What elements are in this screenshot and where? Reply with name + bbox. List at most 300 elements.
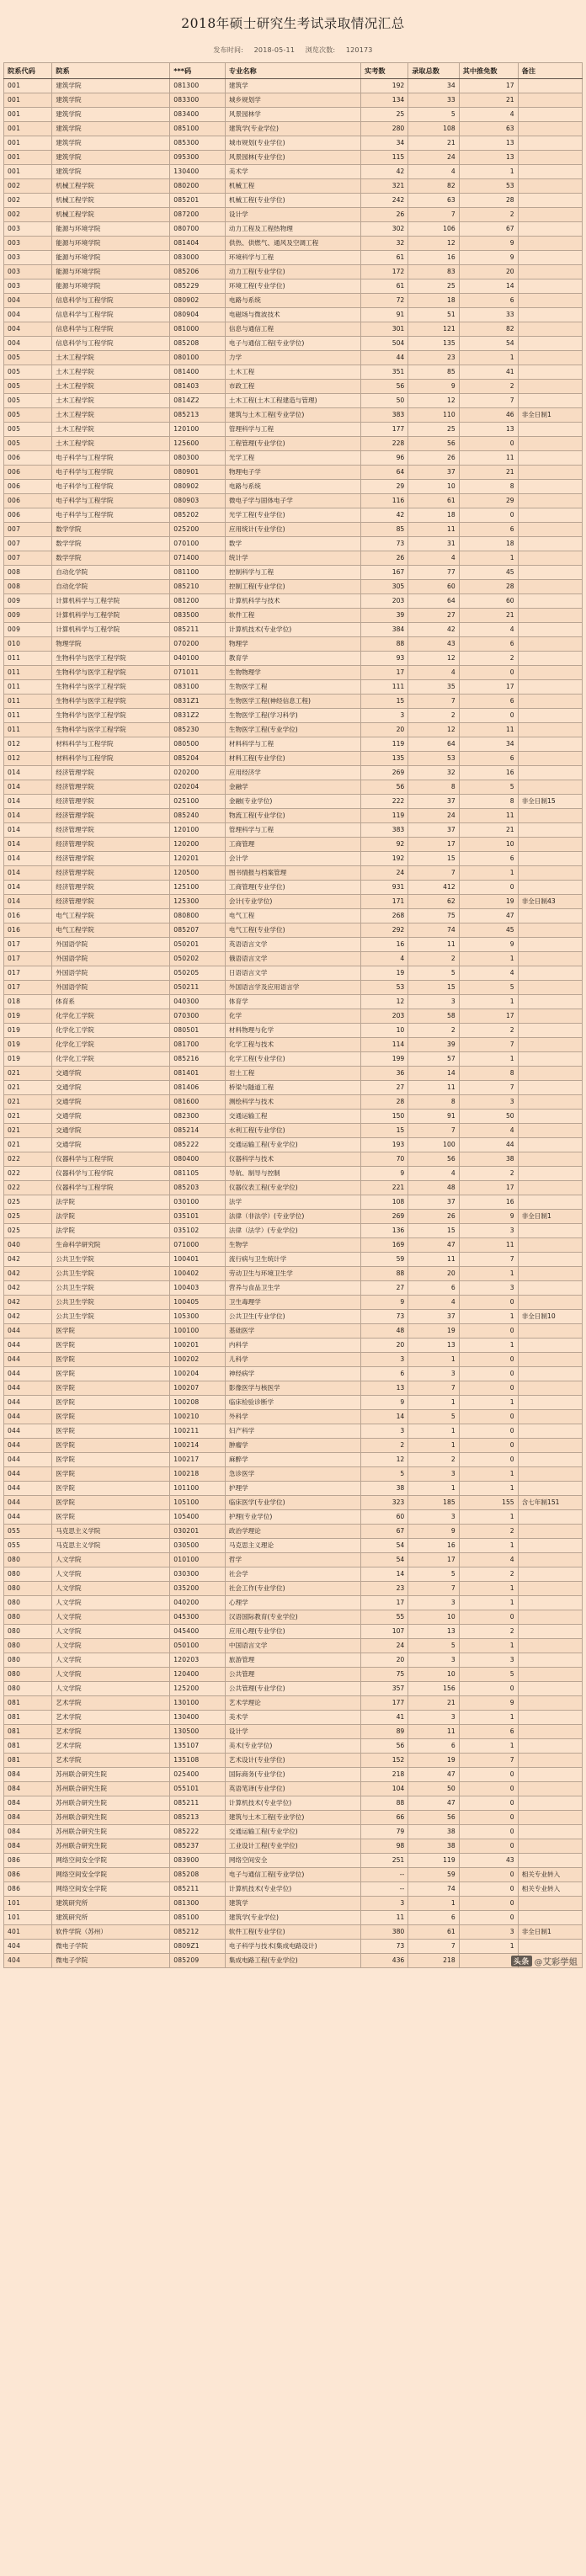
cell-major-code: 120500 (170, 866, 226, 881)
cell-major-code: 130400 (170, 1711, 226, 1725)
cell-admit-total: 14 (408, 1067, 459, 1081)
table-row (4, 737, 583, 752)
cell-exam-count: 70 (361, 1152, 408, 1167)
watermark-badge: 头条 (511, 1956, 532, 1967)
cell-admit-total: 77 (408, 566, 459, 580)
cell-note (518, 1253, 582, 1267)
cell-admit-total: 64 (408, 737, 459, 752)
cell-exam-count: 75 (361, 1668, 408, 1682)
cell-dept: 物理学院 (52, 637, 170, 652)
cell-recommend: 0 (459, 1839, 518, 1854)
cell-note (518, 838, 582, 852)
cell-note (518, 881, 582, 895)
cell-admit-total: 12 (408, 237, 459, 251)
cell-recommend: 21 (459, 466, 518, 480)
cell-dept-code: 040 (4, 1238, 52, 1253)
cell-major-name: 动力工程(专业学位) (225, 265, 360, 279)
cell-dept-code: 002 (4, 208, 52, 222)
cell-exam-count: 302 (361, 222, 408, 237)
cell-dept: 微电子学院 (52, 1954, 170, 1968)
cell-recommend: 0 (459, 1353, 518, 1367)
cell-dept: 马克思主义学院 (52, 1525, 170, 1539)
cell-admit-total: 412 (408, 881, 459, 895)
cell-recommend: 0 (459, 1610, 518, 1625)
cell-admit-total: 17 (408, 838, 459, 852)
table-row (4, 508, 583, 523)
cell-major-code: 085208 (170, 1868, 226, 1882)
cell-dept: 交通学院 (52, 1110, 170, 1124)
cell-exam-count: 91 (361, 308, 408, 322)
cell-exam-count: 11 (361, 1911, 408, 1925)
table-row (4, 1238, 583, 1253)
cell-exam-count: 56 (361, 1739, 408, 1754)
cell-dept-code: 086 (4, 1854, 52, 1868)
cell-dept-code: 018 (4, 995, 52, 1009)
cell-major-name: 桥梁与隧道工程 (225, 1081, 360, 1095)
cell-dept: 医学院 (52, 1381, 170, 1396)
cell-major-code: 130400 (170, 165, 226, 179)
views-count: 120173 (345, 46, 373, 54)
cell-admit-total: 47 (408, 1238, 459, 1253)
cell-dept: 建筑研究所 (52, 1897, 170, 1911)
cell-note (518, 1009, 582, 1024)
table-row (4, 1224, 583, 1238)
cell-recommend: 29 (459, 494, 518, 508)
cell-admit-total: 1 (408, 1396, 459, 1410)
cell-recommend: 8 (459, 480, 518, 494)
cell-major-code: 085213 (170, 408, 226, 423)
table-row (4, 766, 583, 780)
cell-exam-count: 269 (361, 1210, 408, 1224)
cell-exam-count: 61 (361, 279, 408, 294)
cell-major-name: 信息与通信工程 (225, 322, 360, 337)
cell-dept: 电子科学与工程学院 (52, 508, 170, 523)
cell-dept: 法学院 (52, 1195, 170, 1210)
cell-note (518, 1038, 582, 1052)
cell-recommend: 4 (459, 1553, 518, 1567)
cell-major-name: 影像医学与核医学 (225, 1381, 360, 1396)
cell-major-code: 085211 (170, 1882, 226, 1897)
cell-dept-code: 044 (4, 1381, 52, 1396)
cell-note: 非全日制1 (518, 1925, 582, 1940)
cell-recommend: 0 (459, 709, 518, 723)
cell-dept: 化学化工学院 (52, 1038, 170, 1052)
cell-dept-code: 044 (4, 1482, 52, 1496)
cell-major-code: 081400 (170, 365, 226, 380)
cell-major-name: 材料物理与化学 (225, 1024, 360, 1038)
table-row (4, 1410, 583, 1424)
cell-major-name: 电子与通信工程(专业学位) (225, 1868, 360, 1882)
cell-note (518, 380, 582, 394)
cell-dept: 计算机科学与工程学院 (52, 609, 170, 623)
cell-dept-code: 080 (4, 1567, 52, 1582)
cell-dept: 医学院 (52, 1453, 170, 1467)
cell-major-code: 0831Z1 (170, 695, 226, 709)
cell-major-name: 材料工程(专业学位) (225, 752, 360, 766)
table-row (4, 279, 583, 294)
cell-note (518, 466, 582, 480)
cell-exam-count: 56 (361, 780, 408, 795)
cell-dept-code: 019 (4, 1038, 52, 1052)
cell-major-name: 建筑学(专业学位) (225, 1911, 360, 1925)
cell-recommend: 0 (459, 1381, 518, 1396)
cell-major-name: 测绘科学与技术 (225, 1095, 360, 1110)
cell-major-code: 0831Z2 (170, 709, 226, 723)
cell-exam-count: 24 (361, 1639, 408, 1653)
cell-major-name: 动力工程及工程热物理 (225, 222, 360, 237)
cell-admit-total: 25 (408, 279, 459, 294)
cell-admit-total: 37 (408, 823, 459, 838)
table-row (4, 237, 583, 251)
cell-recommend: 67 (459, 222, 518, 237)
cell-note (518, 1510, 582, 1525)
cell-recommend: 7 (459, 1081, 518, 1095)
cell-dept: 外国语学院 (52, 952, 170, 966)
cell-dept: 医学院 (52, 1439, 170, 1453)
cell-note (518, 1782, 582, 1796)
cell-major-code: 085208 (170, 337, 226, 351)
cell-dept: 能源与环境学院 (52, 237, 170, 251)
cell-note (518, 337, 582, 351)
cell-dept-code: 003 (4, 222, 52, 237)
cell-dept: 医学院 (52, 1467, 170, 1482)
cell-admit-total: 5 (408, 966, 459, 981)
table-row (4, 251, 583, 265)
cell-admit-total: 83 (408, 265, 459, 279)
cell-recommend: 6 (459, 637, 518, 652)
cell-admit-total: 39 (408, 1038, 459, 1052)
cell-major-name: 公共管理 (225, 1668, 360, 1682)
cell-exam-count: 199 (361, 1052, 408, 1067)
cell-major-code: 100208 (170, 1396, 226, 1410)
cell-dept-code: 011 (4, 652, 52, 666)
cell-major-code: 055101 (170, 1782, 226, 1796)
cell-major-name: 艺术设计(专业学位) (225, 1754, 360, 1768)
cell-recommend: 3 (459, 1095, 518, 1110)
cell-dept-code: 003 (4, 265, 52, 279)
cell-dept: 体育系 (52, 995, 170, 1009)
cell-dept-code: 044 (4, 1367, 52, 1381)
cell-dept: 信息科学与工程学院 (52, 322, 170, 337)
cell-recommend: 0 (459, 1439, 518, 1453)
table-row (4, 1339, 583, 1353)
cell-dept-code: 081 (4, 1696, 52, 1711)
cell-dept-code: 009 (4, 623, 52, 637)
cell-admit-total: 42 (408, 623, 459, 637)
cell-recommend: 0 (459, 1768, 518, 1782)
cell-dept-code: 084 (4, 1796, 52, 1811)
cell-dept-code: 002 (4, 179, 52, 194)
cell-dept-code: 004 (4, 337, 52, 351)
cell-dept: 艺术学院 (52, 1696, 170, 1711)
cell-major-code: 080500 (170, 737, 226, 752)
cell-dept: 医学院 (52, 1496, 170, 1510)
cell-dept-code: 404 (4, 1954, 52, 1968)
cell-exam-count: 169 (361, 1238, 408, 1253)
cell-note (518, 695, 582, 709)
cell-recommend: 5 (459, 981, 518, 995)
cell-major-code: 085211 (170, 623, 226, 637)
cell-exam-count: 66 (361, 1811, 408, 1825)
cell-exam-count: 38 (361, 1482, 408, 1496)
cell-admit-total: 185 (408, 1496, 459, 1510)
cell-recommend: 0 (459, 881, 518, 895)
cell-recommend: 63 (459, 122, 518, 136)
cell-note (518, 981, 582, 995)
cell-major-code: 081404 (170, 237, 226, 251)
cell-major-name: 设计学 (225, 208, 360, 222)
cell-dept-code: 008 (4, 566, 52, 580)
cell-dept: 电子科学与工程学院 (52, 466, 170, 480)
cell-dept: 建筑学院 (52, 165, 170, 179)
cell-dept-code: 081 (4, 1739, 52, 1754)
cell-major-code: 135108 (170, 1754, 226, 1768)
cell-major-code: 030300 (170, 1567, 226, 1582)
cell-exam-count: 3 (361, 709, 408, 723)
cell-admit-total: 6 (408, 1911, 459, 1925)
cell-recommend: 0 (459, 1296, 518, 1310)
table-row (4, 1267, 583, 1281)
cell-admit-total: 3 (408, 1596, 459, 1610)
cell-recommend: 47 (459, 909, 518, 923)
cell-major-name: 计算机科学与技术 (225, 594, 360, 609)
cell-note (518, 322, 582, 337)
cell-dept-code: 021 (4, 1124, 52, 1138)
cell-major-code: 080400 (170, 1152, 226, 1167)
cell-note (518, 1668, 582, 1682)
cell-dept: 经济管理学院 (52, 881, 170, 895)
cell-note (518, 1525, 582, 1539)
cell-note (518, 637, 582, 652)
cell-major-code: 081600 (170, 1095, 226, 1110)
cell-admit-total: 57 (408, 1052, 459, 1067)
cell-dept-code: 044 (4, 1410, 52, 1424)
table-row (4, 1024, 583, 1038)
cell-note (518, 995, 582, 1009)
cell-note (518, 666, 582, 680)
cell-recommend: 9 (459, 1210, 518, 1224)
table-row (4, 1439, 583, 1453)
cell-dept-code: 001 (4, 79, 52, 93)
cell-admit-total: 218 (408, 1954, 459, 1968)
cell-major-code: 100402 (170, 1267, 226, 1281)
cell-dept: 建筑研究所 (52, 1911, 170, 1925)
cell-exam-count: 39 (361, 609, 408, 623)
cell-major-name: 应用统计(专业学位) (225, 523, 360, 537)
cell-major-name: 电子科学与技术(集成电路设计) (225, 1940, 360, 1954)
cell-dept-code: 019 (4, 1024, 52, 1038)
cell-major-name: 中国语言文学 (225, 1639, 360, 1653)
cell-dept-code: 006 (4, 508, 52, 523)
cell-major-name: 材料科学与工程 (225, 737, 360, 752)
cell-note (518, 294, 582, 308)
cell-dept-code: 022 (4, 1167, 52, 1181)
cell-note (518, 1124, 582, 1138)
cell-major-name: 岩土工程 (225, 1067, 360, 1081)
cell-major-name: 机械工程 (225, 179, 360, 194)
cell-exam-count: 28 (361, 1095, 408, 1110)
cell-major-code: 085214 (170, 1124, 226, 1138)
cell-exam-count: 116 (361, 494, 408, 508)
cell-dept-code: 019 (4, 1009, 52, 1024)
cell-dept-code: 014 (4, 895, 52, 909)
cell-recommend: 60 (459, 594, 518, 609)
cell-admit-total: 2 (408, 1024, 459, 1038)
cell-dept: 土木工程学院 (52, 351, 170, 365)
cell-recommend: 7 (459, 1253, 518, 1267)
cell-exam-count: 20 (361, 1339, 408, 1353)
cell-major-name: 临床医学(专业学位) (225, 1496, 360, 1510)
cell-major-code: 085237 (170, 1839, 226, 1854)
cell-dept: 生物科学与医学工程学院 (52, 695, 170, 709)
table-row (4, 1067, 583, 1081)
cell-note (518, 494, 582, 508)
cell-note: 相关专业转入 (518, 1868, 582, 1882)
cell-note (518, 1195, 582, 1210)
cell-admit-total: 6 (408, 1739, 459, 1754)
cell-major-code: 071400 (170, 551, 226, 566)
cell-recommend: 28 (459, 194, 518, 208)
cell-major-name: 光学工程(专业学位) (225, 508, 360, 523)
cell-note (518, 1854, 582, 1868)
table-row (4, 1825, 583, 1839)
table-row (4, 823, 583, 838)
cell-exam-count: 119 (361, 809, 408, 823)
cell-admit-total: 51 (408, 308, 459, 322)
cell-exam-count: 167 (361, 566, 408, 580)
table-row (4, 866, 583, 881)
cell-major-code: 040200 (170, 1596, 226, 1610)
cell-dept: 经济管理学院 (52, 823, 170, 838)
cell-admit-total: 3 (408, 1653, 459, 1668)
table-row (4, 1811, 583, 1825)
cell-exam-count: 3 (361, 1897, 408, 1911)
cell-recommend: 21 (459, 93, 518, 108)
col-major-name: 专业名称 (225, 63, 360, 79)
cell-note (518, 1610, 582, 1625)
cell-exam-count: 13 (361, 1381, 408, 1396)
cell-recommend: 7 (459, 1038, 518, 1052)
cell-major-code: 125200 (170, 1682, 226, 1696)
cell-recommend: 1 (459, 551, 518, 566)
cell-recommend: 33 (459, 308, 518, 322)
cell-dept: 外国语学院 (52, 981, 170, 995)
table-row (4, 1167, 583, 1181)
cell-note (518, 1353, 582, 1367)
cell-major-name: 建筑学(专业学位) (225, 122, 360, 136)
cell-major-code: 080903 (170, 494, 226, 508)
cell-exam-count: 292 (361, 923, 408, 938)
cell-admit-total: 1 (408, 1439, 459, 1453)
cell-note (518, 508, 582, 523)
table-row (4, 752, 583, 766)
cell-dept-code: 016 (4, 909, 52, 923)
table-row (4, 609, 583, 623)
cell-dept: 经济管理学院 (52, 795, 170, 809)
cell-dept-code: 025 (4, 1210, 52, 1224)
cell-major-code: 080904 (170, 308, 226, 322)
cell-major-name: 软件工程(专业学位) (225, 1925, 360, 1940)
cell-major-name: 俄语语言文学 (225, 952, 360, 966)
cell-dept: 自动化学院 (52, 566, 170, 580)
cell-admit-total: 13 (408, 1339, 459, 1353)
cell-dept-code: 017 (4, 938, 52, 952)
table-row (4, 1525, 583, 1539)
table-row (4, 79, 583, 93)
cell-recommend: 6 (459, 294, 518, 308)
table-row (4, 1281, 583, 1296)
cell-major-code: 100202 (170, 1353, 226, 1367)
table-row (4, 179, 583, 194)
cell-dept-code: 017 (4, 981, 52, 995)
cell-dept-code: 084 (4, 1768, 52, 1782)
cell-dept: 医学院 (52, 1367, 170, 1381)
table-row (4, 709, 583, 723)
cell-exam-count: 172 (361, 265, 408, 279)
cell-recommend: 13 (459, 423, 518, 437)
cell-note (518, 1396, 582, 1410)
cell-dept-code: 080 (4, 1553, 52, 1567)
cell-dept-code: 044 (4, 1439, 52, 1453)
cell-major-name: 电路与系统 (225, 294, 360, 308)
cell-major-code: 100201 (170, 1339, 226, 1353)
table-row (4, 1181, 583, 1195)
cell-major-name: 心理学 (225, 1596, 360, 1610)
cell-note (518, 1553, 582, 1567)
cell-recommend: 50 (459, 1110, 518, 1124)
table-row (4, 337, 583, 351)
cell-major-code: 083900 (170, 1854, 226, 1868)
cell-major-name: 电路与系统 (225, 480, 360, 494)
cell-major-code: 080902 (170, 294, 226, 308)
cell-major-code: 085216 (170, 1052, 226, 1067)
table-row (4, 1253, 583, 1267)
cell-major-name: 交通运输工程(专业学位) (225, 1138, 360, 1152)
cell-recommend: 2 (459, 1024, 518, 1038)
cell-recommend: 1 (459, 995, 518, 1009)
table-row (4, 1911, 583, 1925)
table-row (4, 1725, 583, 1739)
table-row (4, 1539, 583, 1553)
cell-major-name: 数学 (225, 537, 360, 551)
cell-dept: 能源与环境学院 (52, 279, 170, 294)
cell-major-name: 社会工作(专业学位) (225, 1582, 360, 1596)
cell-admit-total: 33 (408, 93, 459, 108)
cell-admit-total: 61 (408, 1925, 459, 1940)
cell-dept: 法学院 (52, 1224, 170, 1238)
cell-recommend: 13 (459, 136, 518, 151)
cell-dept-code: 016 (4, 923, 52, 938)
cell-recommend: 2 (459, 1167, 518, 1181)
cell-major-name: 土木工程(土木工程建造与管理) (225, 394, 360, 408)
cell-dept-code: 001 (4, 93, 52, 108)
cell-exam-count: 79 (361, 1825, 408, 1839)
cell-exam-count: 301 (361, 322, 408, 337)
cell-note (518, 1567, 582, 1582)
cell-dept-code: 025 (4, 1224, 52, 1238)
cell-exam-count: 192 (361, 79, 408, 93)
cell-recommend: 17 (459, 680, 518, 695)
cell-note (518, 93, 582, 108)
cell-major-code: 085204 (170, 752, 226, 766)
cell-note (518, 1625, 582, 1639)
cell-major-name: 机械工程(专业学位) (225, 194, 360, 208)
cell-recommend: 11 (459, 809, 518, 823)
cell-admit-total: 25 (408, 423, 459, 437)
cell-dept-code: 012 (4, 737, 52, 752)
cell-dept-code: 003 (4, 237, 52, 251)
cell-dept: 数学学院 (52, 523, 170, 537)
